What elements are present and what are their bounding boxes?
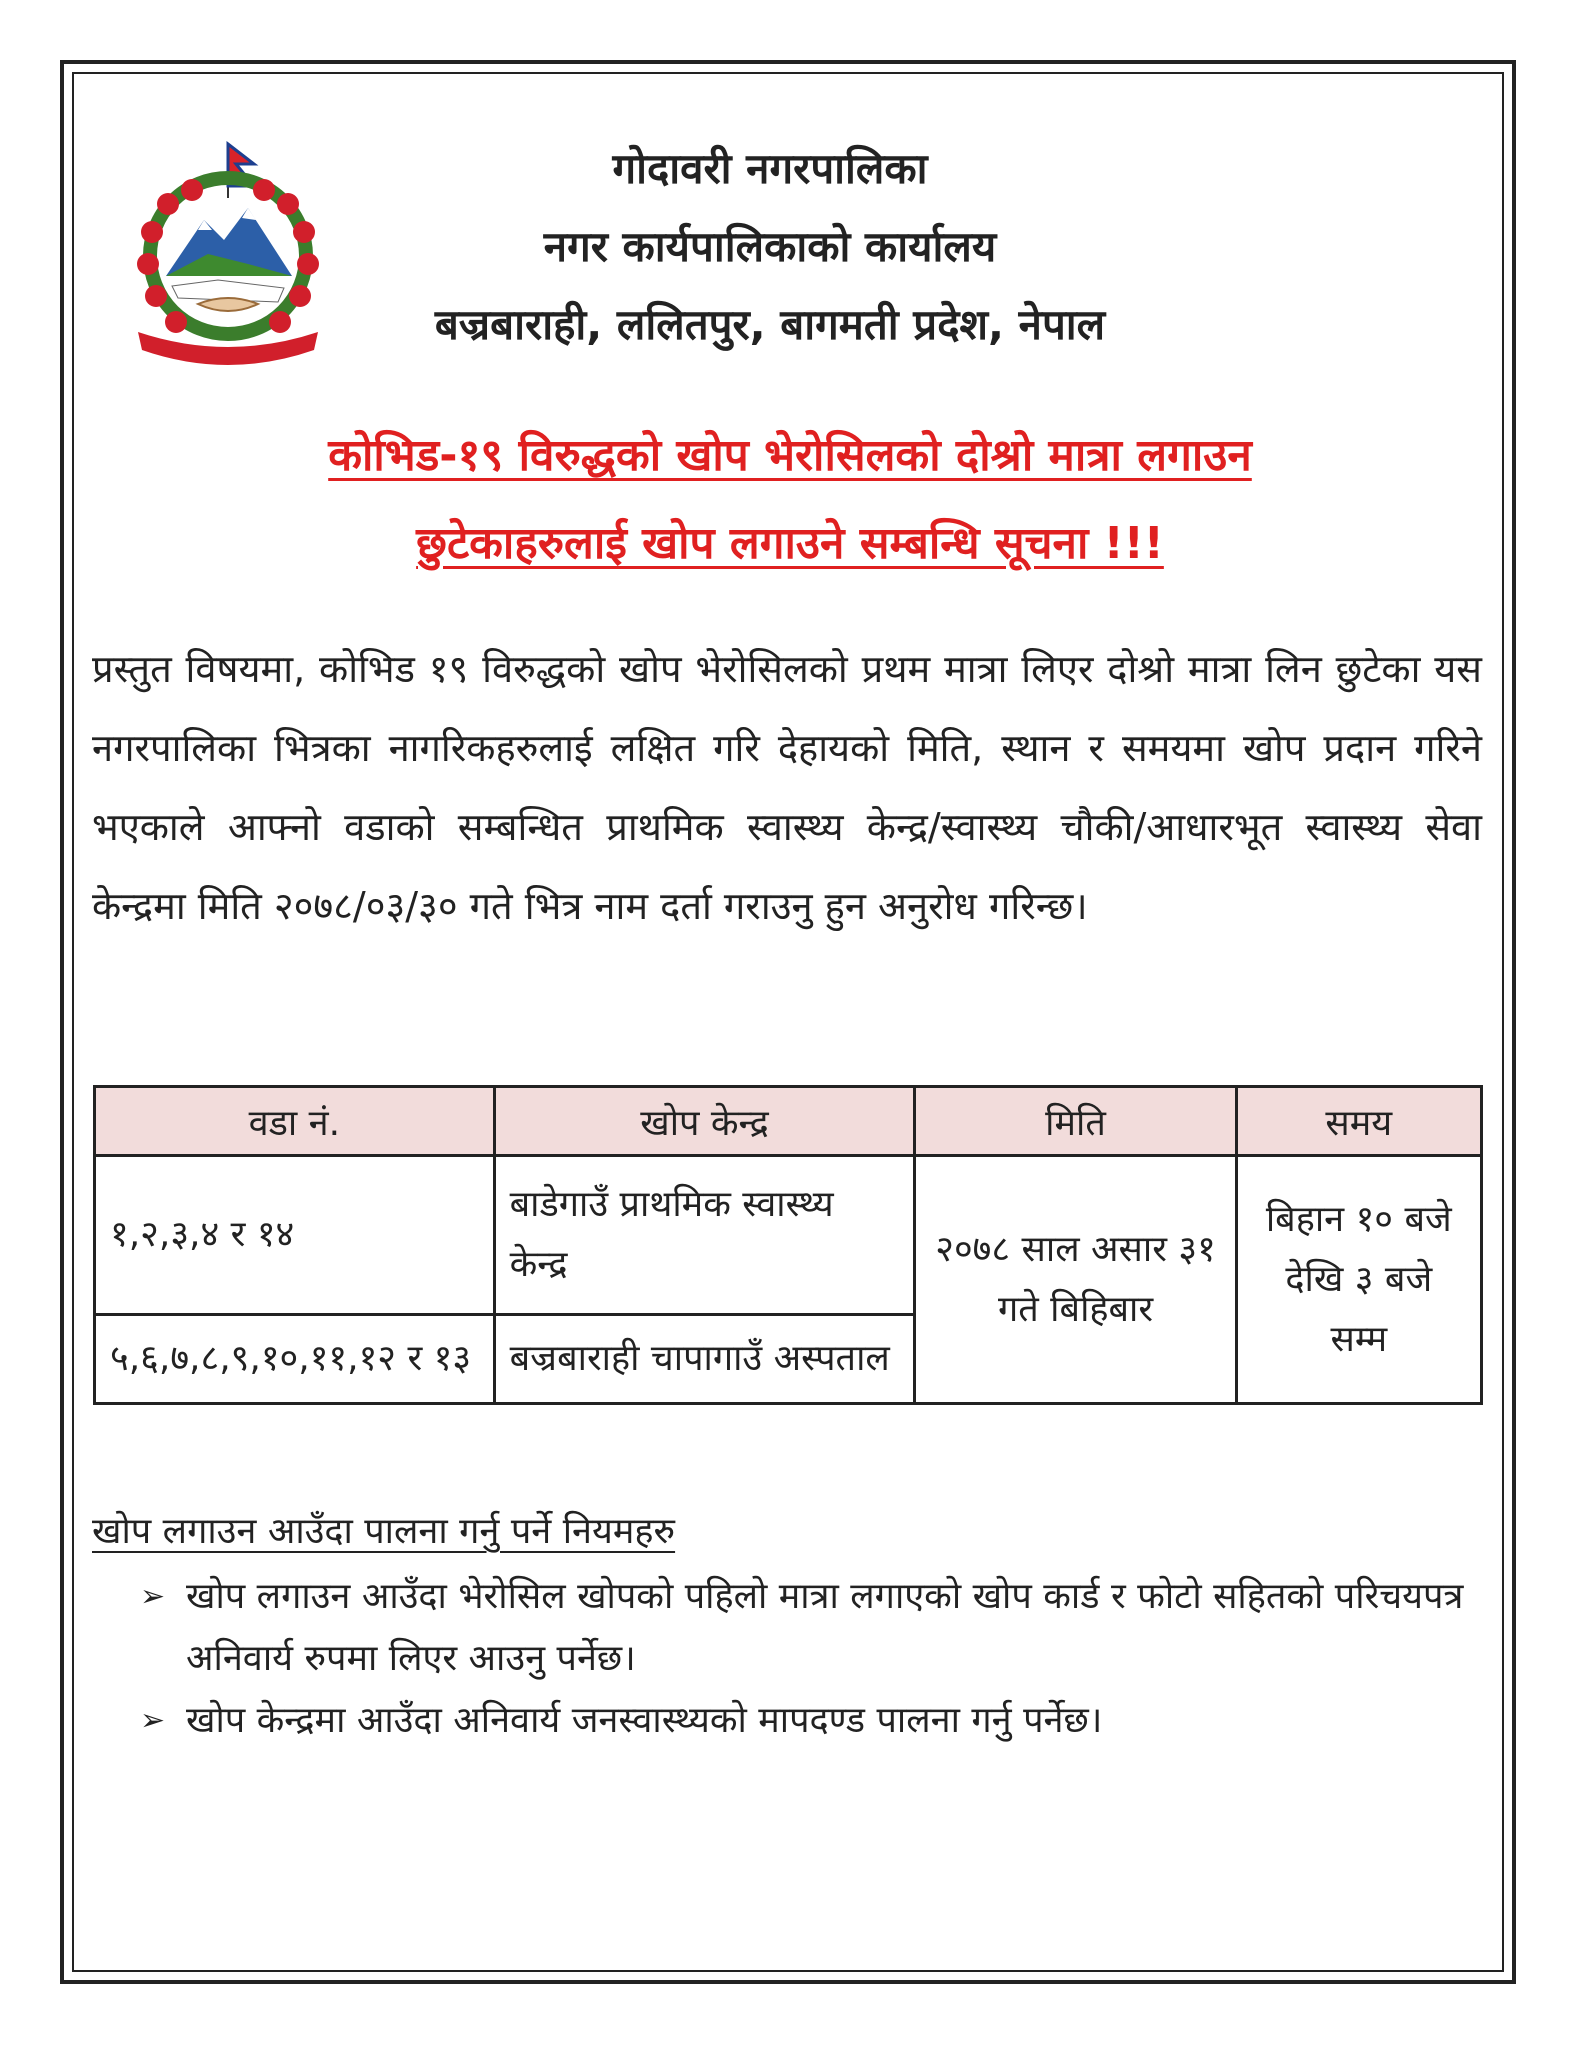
ward-cell: १,२,३,४ र १४ [95,1156,495,1315]
notice-title [160,412,1420,588]
vaccine-center-cell: बज्रबाराही चापागाउँ अस्पताल [494,1315,915,1404]
notice-title-line-1: कोभिड-१९ विरुद्धको खोप भेरोसिलको दोश्रो मात्रा लगाउन [328,430,1252,481]
mountain-icon [166,208,292,276]
time-cell: बिहान १० बजे देखि ३ बजे सम्म [1236,1156,1481,1404]
notice-body-paragraph: प्रस्तुत विषयमा, कोभिड १९ विरुद्धको खोप भेरोसिलको प्रथम मात्रा लिएर दोश्रो मात्रा लिन छुटेका यस नगरपालिका भित्रका नागरिकहरुलाई लक्षित गरि देहायको मिति, स्थान र समयमा खोप प्रदान गरिने भएकाले आफ्नो वडाको सम्बन्धित प्राथमिक स्वास्थ्य केन्द्र/स्वास्थ्य चौकी/आधारभूत स्वास्थ्य सेवा केन्द्रमा मिति २०७८/०३/३० गते भित्र नाम दर्ता गराउनु हुन अनुरोध गरिन्छ। [92,647,1482,928]
rule-text: खोप केन्द्रमा आउँदा अनिवार्य जनस्वास्थ्यको मापदण्ड पालना गर्नु पर्नेछ। [186,1700,1103,1741]
office-name: नगर कार्यपालिकाको कार्यालय [543,222,997,271]
arrow-bullet-icon: ➢ [140,1703,166,1738]
arrow-bullet-icon: ➢ [140,1579,166,1614]
column-header-time: समय [1236,1087,1481,1156]
office-address: बज्रबाराही, ललितपुर, बागमती प्रदेश, नेपाल [434,300,1106,349]
flag-icon [228,144,254,198]
list-item [140,1566,1480,1690]
list-item [140,1690,1480,1752]
vaccination-schedule-table [93,1085,1483,1405]
municipality-name: गोदावरी नगरपालिका [612,144,928,193]
table-row [95,1156,1482,1315]
date-cell: २०७८ साल असार ३१ गते बिहिबार [915,1156,1236,1404]
column-header-ward: वडा नं. [95,1087,495,1156]
vaccine-center-cell: बाडेगाउँ प्राथमिक स्वास्थ्य केन्द्र [494,1156,915,1315]
office-header [360,130,1180,364]
ward-cell: ५,६,७,८,९,१०,११,१२ र १३ [95,1315,495,1404]
column-header-vaccine-center: खोप केन्द्र [494,1087,915,1156]
nepal-emblem-logo [108,136,348,366]
column-header-date: मिति [915,1087,1236,1156]
rules-list [140,1566,1480,1752]
rules-heading: खोप लगाउन आउँदा पालना गर्नु पर्ने नियमहरु [92,1511,676,1552]
handshake-icon [198,298,258,311]
rule-text: खोप लगाउन आउँदा भेरोसिल खोपको पहिलो मात्रा लगाएको खोप कार्ड र फोटो सहितको परिचयपत्र अनिवार्य रुपमा लिएर आउनु पर्नेछ। [186,1576,1464,1679]
notice-title-line-2: छुटेकाहरुलाई खोप लगाउने सम्बन्धि सूचना !!! [416,518,1164,569]
table-header-row [95,1087,1482,1156]
